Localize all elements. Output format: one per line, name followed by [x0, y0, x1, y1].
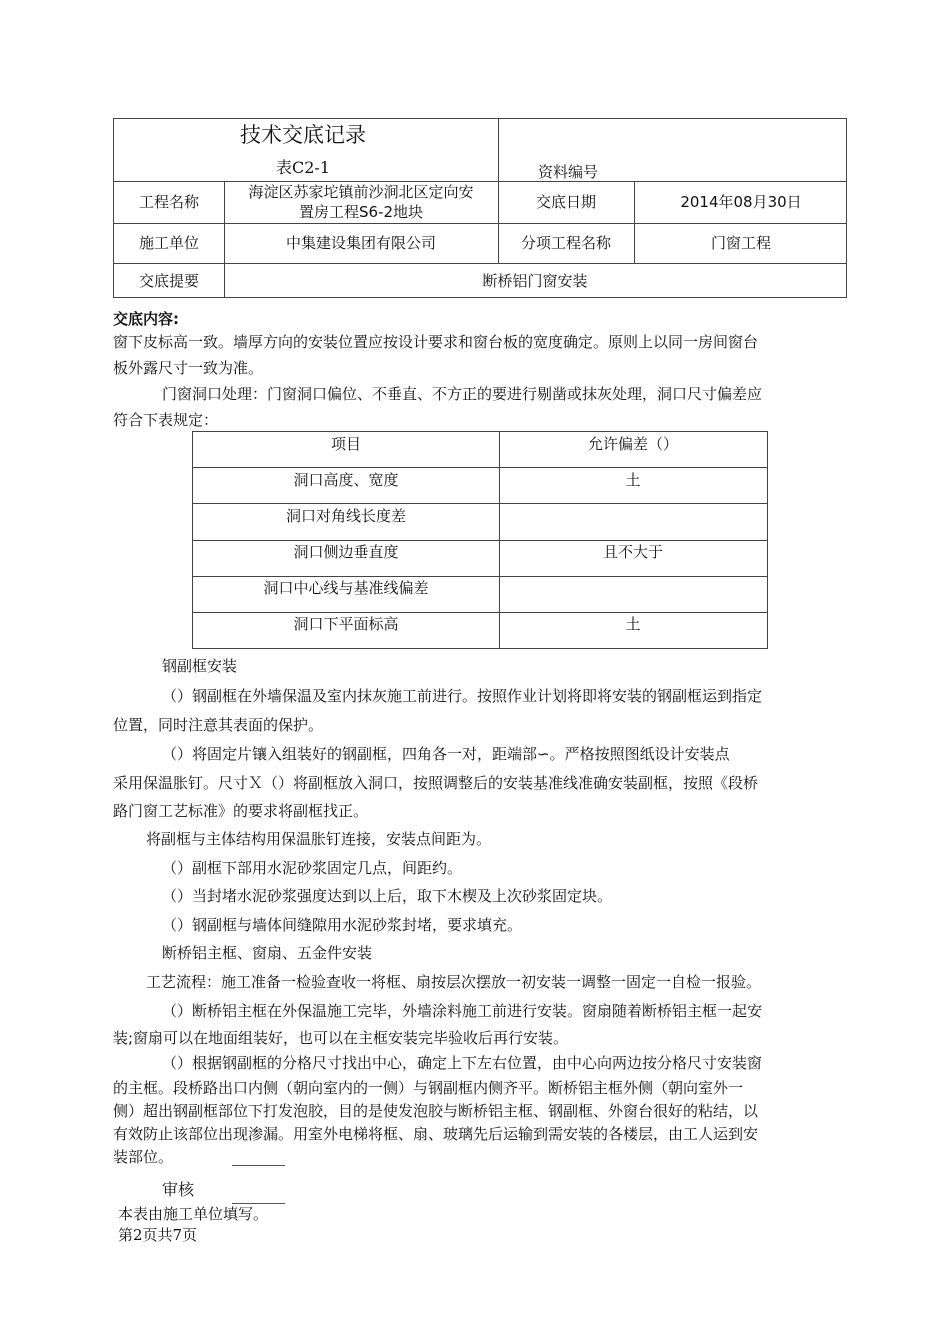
page-title: 技术交底记录	[240, 123, 366, 147]
paragraph-line: 窗下皮标高一致。墙厚方向的安装位置应按设计要求和窗台板的宽度确定。原则上以同一房间窗台	[113, 333, 759, 351]
project-name-value	[224, 181, 498, 223]
paragraph-line: 侧）超出钢副框部位下打发泡胶，目的是使发泡胶与断桥铝主框、钢副框、外窗台很好的粘结，以	[113, 1102, 759, 1120]
table-cell-value	[499, 504, 767, 528]
table-cell-value: 土	[625, 471, 641, 489]
table-cell-item: 洞口对角线长度差	[285, 507, 406, 525]
paragraph-line: （）断桥铝主框在外保温施工完毕，外墙涂料施工前进行安装。窗扇随着断桥铝主框一起安	[162, 1002, 763, 1020]
contractor-label: 施工单位	[138, 234, 199, 252]
page-number: 第2页共7页	[118, 1226, 198, 1244]
table-cell-item: 洞口侧边垂直度	[293, 543, 399, 561]
table-cell-item: 洞口高度、宽度	[293, 471, 399, 489]
signature-line	[232, 1165, 285, 1166]
paragraph-line: （）副框下部用水泥砂浆固定几点，间距约。	[162, 859, 463, 877]
date-label: 交底日期	[535, 193, 596, 211]
date-value: 2014年08月30日	[680, 193, 802, 211]
data-number-label: 资料编号	[538, 163, 599, 181]
paragraph-line: 装;窗扇可以在地面组装好，也可以在主框安装完毕验收后再行安装。	[113, 1029, 569, 1047]
paragraph-line: （）根据钢副框的分格尺寸找出中心，确定上下左右位置，由中心向两边按分格尺寸安装窗	[162, 1054, 763, 1072]
subproject-value: 门窗工程	[710, 234, 771, 252]
paragraph-line: 工艺流程：施工准备一检验查收一将框、扇按层次摆放一初安装一调整一固定一自检一报验。	[146, 973, 762, 991]
summary-value: 断桥铝门窗安装	[482, 271, 588, 290]
subproject-label: 分项工程名称	[520, 234, 611, 252]
section-title: 钢副框安装	[162, 657, 238, 675]
project-name-label: 工程名称	[138, 193, 199, 211]
table-cell-item: 洞口中心线与基准线偏差	[263, 579, 429, 597]
project-name-line: 置房工程S6-2地块	[298, 203, 424, 221]
paragraph-line: 的主框。段桥路出口内侧（朝向室内的一侧）与钢副框内侧齐平。断桥铝主框外侧（朝向室外一	[113, 1079, 744, 1097]
paragraph-line: 路门窗工艺标准》的要求将副框找正。	[113, 802, 369, 820]
paragraph-line: （）钢副框在外墙保温及室内抹灰施工前进行。按照作业计划将即将安装的钢副框运到指定	[162, 687, 763, 705]
paragraph-line: 板外露尺寸一致为准。	[113, 359, 264, 377]
summary-label: 交底提要	[138, 271, 199, 290]
deviation-table	[192, 431, 768, 649]
form-number: 表C2-1	[276, 158, 331, 177]
header-table	[113, 118, 847, 298]
paragraph-line: 有效防止该部位出现渗漏。用室外电梯将框、扇、玻璃先后运输到需安装的各楼层，由工人运到安	[113, 1125, 759, 1143]
review-label: 审核	[162, 1180, 195, 1199]
table-cell-value: 且不大于	[602, 543, 663, 561]
paragraph-line: 位置，同时注意其表面的保护。	[113, 716, 324, 734]
paragraph-line: （）将固定片镶入组装好的钢副框，四角各一对，距端部∽。严格按照图纸设计安装点	[162, 745, 730, 763]
paragraph-line: 门窗洞口处理：门窗洞口偏位、不垂直、不方正的要进行剔凿或抹灰处理，洞口尺寸偏差应	[162, 385, 763, 403]
project-name-line: 海淀区苏家坨镇前沙涧北区定向安	[248, 183, 474, 201]
content-heading: 交底内容:	[113, 310, 179, 328]
form-note: 本表由施工单位填写。	[118, 1205, 269, 1223]
paragraph-line: 将副框与主体结构用保温胀钉连接，安装点间距为。	[146, 830, 492, 848]
table-cell-value: 土	[625, 615, 641, 633]
paragraph-line: （）当封堵水泥砂浆强度达到以上后，取下木楔及上次砂浆固定块。	[162, 887, 613, 905]
table-header-item: 项目	[330, 435, 361, 453]
table-cell-item: 洞口下平面标高	[293, 615, 399, 633]
table-header-deviation: 允许偏差（）	[587, 435, 678, 453]
contractor-value: 中集建设集团有限公司	[285, 234, 436, 252]
paragraph-line: 装部位。	[113, 1148, 174, 1166]
table-cell-value	[499, 576, 767, 600]
paragraph-line: 采用保温胀钉。尺寸Ｘ（）将副框放入洞口，按照调整后的安装基准线准确安装副框，按照《段桥	[113, 774, 759, 792]
paragraph-line: 符合下表规定：	[113, 411, 219, 429]
section-title: 断桥铝主框、窗扇、五金件安装	[162, 944, 373, 962]
paragraph-line: （）钢副框与墙体间缝隙用水泥砂浆封堵，要求填充。	[162, 916, 523, 934]
